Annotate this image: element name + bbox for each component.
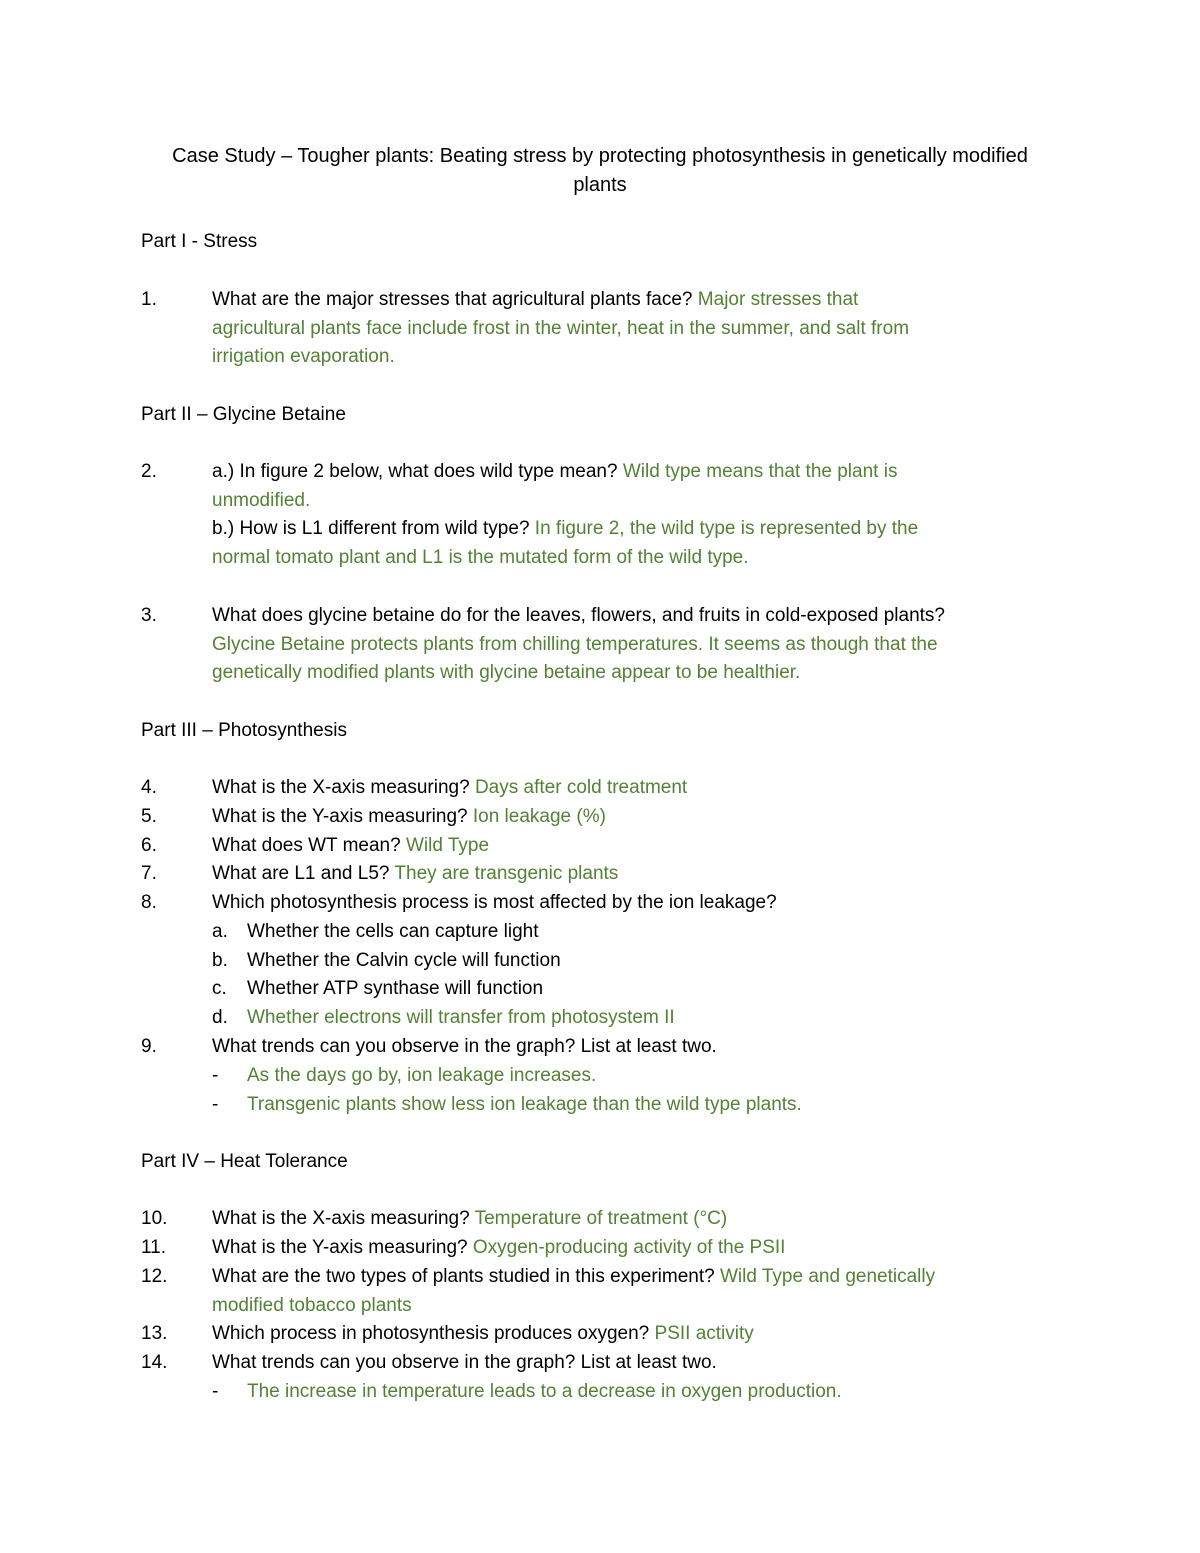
question-number: 14. — [141, 1352, 168, 1373]
answer-text: normal tomato plant and L1 is the mutated form of the wild type. — [212, 547, 749, 569]
answer-text: Days after cold treatment — [474, 777, 688, 798]
question-text: What is the Y-axis measuring? — [212, 806, 468, 827]
question-text: What is the X-axis measuring? — [212, 777, 470, 798]
option-marker: a. — [212, 921, 228, 942]
part-4-heading: Part IV – Heat Tolerance — [141, 1151, 348, 1172]
answer-text: Temperature of treatment (°C) — [474, 1208, 728, 1229]
question-number: 11. — [141, 1237, 167, 1258]
question-number: 12. — [141, 1266, 168, 1287]
answer-text: Wild type means that the plant is — [622, 461, 898, 482]
title-line-2: plants — [573, 174, 627, 196]
answer-text: Major stresses that — [697, 289, 859, 310]
question-number: 2. — [141, 461, 157, 482]
question-number: 1. — [141, 289, 157, 310]
option-marker: d. — [212, 1007, 228, 1028]
part-3-heading: Part III – Photosynthesis — [141, 720, 347, 741]
bullet-marker: - — [212, 1065, 219, 1086]
question-number: 6. — [141, 835, 157, 856]
question-number: 13. — [141, 1323, 168, 1344]
question-text: Which process in photosynthesis produces oxygen? — [212, 1323, 650, 1344]
question-text: What are the two types of plants studied in this experiment? — [212, 1266, 715, 1287]
question-text: What is the X-axis measuring? — [212, 1208, 470, 1229]
question-text: What is the Y-axis measuring? — [212, 1237, 468, 1258]
question-number: 3. — [141, 605, 157, 626]
answer-text: PSII activity — [654, 1323, 754, 1344]
question-text: What trends can you observe in the graph? List at least two. — [212, 1352, 717, 1373]
option-marker: c. — [212, 978, 227, 999]
option-marker: b. — [212, 950, 228, 971]
bullet-marker: - — [212, 1094, 219, 1115]
bullet-marker: - — [212, 1381, 219, 1402]
question-text: What are the major stresses that agricultural plants face? — [212, 289, 693, 310]
question-text: What trends can you observe in the graph? List at least two. — [212, 1036, 717, 1057]
question-number: 10. — [141, 1208, 168, 1229]
answer-text: Ion leakage (%) — [472, 806, 606, 827]
answer-text: Oxygen-producing activity of the PSII — [472, 1237, 786, 1258]
question-text: b.) How is L1 different from wild type? — [212, 518, 530, 540]
question-text: Which photosynthesis process is most affected by the ion leakage? — [212, 892, 777, 913]
answer-text: modified tobacco plants — [212, 1294, 412, 1316]
answer-text: agricultural plants face include frost in the winter, heat in the summer, and salt from — [212, 317, 910, 339]
question-text: What does glycine betaine do for the leaves, flowers, and fruits in cold-exposed plants? — [212, 605, 945, 626]
question-number: 5. — [141, 806, 157, 827]
option-text: Whether electrons will transfer from photosystem II — [247, 1007, 675, 1028]
question-text: a.) In figure 2 below, what does wild type mean? — [212, 461, 618, 482]
option-text: Whether the cells can capture light — [247, 921, 539, 942]
bullet-text: The increase in temperature leads to a decrease in oxygen production. — [247, 1381, 842, 1402]
question-text: What are L1 and L5? — [212, 863, 390, 884]
part-1-heading: Part I - Stress — [141, 231, 258, 252]
answer-text: Wild Type and genetically — [720, 1266, 936, 1287]
document-title — [120, 142, 1080, 200]
option-text: Whether the Calvin cycle will function — [247, 950, 561, 971]
answer-text: irrigation evaporation. — [212, 346, 395, 368]
question-number: 7. — [141, 863, 157, 884]
question-number: 4. — [141, 777, 157, 798]
answer-text: They are transgenic plants — [394, 863, 619, 884]
option-text: Whether ATP synthase will function — [247, 978, 544, 999]
question-text: What does WT mean? — [212, 835, 401, 856]
answer-text: In figure 2, the wild type is represented by the — [534, 518, 919, 540]
answer-text: genetically modified plants with glycine betaine appear to be healthier. — [212, 662, 801, 684]
bullet-text: As the days go by, ion leakage increases. — [247, 1065, 597, 1086]
answer-text: Wild Type — [405, 835, 490, 856]
title-line-1: Case Study – Tougher plants: Beating stress by protecting photosynthesis in genetically modified — [172, 145, 1028, 167]
answer-text: unmodified. — [212, 489, 311, 511]
question-number: 9. — [141, 1036, 157, 1057]
part-2-heading: Part II – Glycine Betaine — [141, 404, 346, 425]
question-number: 8. — [141, 892, 157, 913]
bullet-text: Transgenic plants show less ion leakage than the wild type plants. — [247, 1094, 802, 1115]
answer-text: Glycine Betaine protects plants from chilling temperatures. It seems as though that the — [212, 633, 938, 655]
